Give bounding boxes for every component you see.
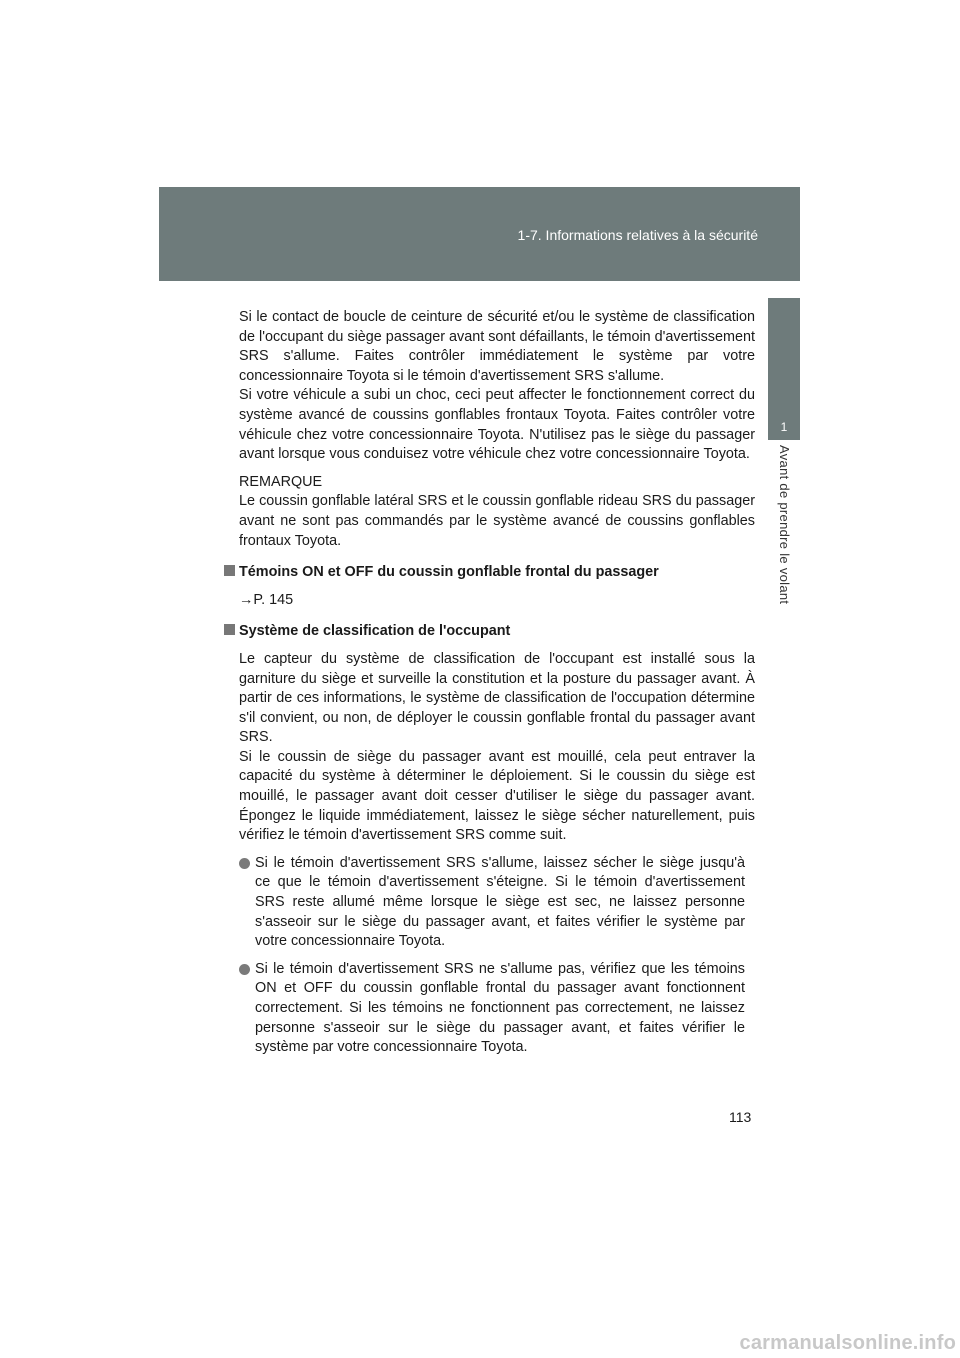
chapter-label: Avant de prendre le volant (777, 445, 792, 605)
paragraph-seatbelt-fault: Si le contact de boucle de ceinture de sécurité et/ou le système de classification de l'occupant du siège passager avant sont défaillants, le témoin d'avertissement SRS s'allume. Faites contrôler immédiatement le système par votre concessionnaire Toyota si le témoin d'avertissement SRS s'allume. (239, 309, 755, 384)
section-title: 1-7. Informations relatives à la sécurité (517, 227, 758, 243)
list-item (224, 960, 755, 1058)
remarque-label: REMARQUE (239, 473, 323, 490)
heading-passenger-indicators-text: Témoins ON et OFF du coussin gonflable frontal du passager (239, 564, 659, 581)
round-bullet-icon (239, 964, 250, 975)
page-content (224, 308, 755, 1058)
heading-occupant-classification (224, 622, 755, 642)
square-bullet-icon (224, 624, 235, 635)
paragraph-wet-seat: Si le coussin de siège du passager avant est mouillé, cela peut entraver la capacité du système à déterminer le déploiement. Si le coussin du siège est mouillé, le passager avant doit cesser d'utiliser le siège du passager avant. Épongez le liquide immédiatement, laissez le siège sécher naturellement, puis vérifiez le témoin d'avertissement SRS comme suit. (239, 748, 755, 844)
list-item (224, 854, 755, 952)
list-item-text: Si le témoin d'avertissement SRS s'allume, laissez sécher le siège jusqu'à ce que le témoin d'avertissement s'éteigne. Si le témoin d'avertissement SRS reste allumé même lorsque le siège est sec, ne laissez personne s'asseoir sur le siège du passager avant, et faites vérifier le système par votre concessionnaire Toyota. (255, 854, 745, 950)
paragraph-collision: Si votre véhicule a subi un choc, ceci peut affecter le fonctionnement correct du système avancé de coussins gonflables frontaux Toyota. Faites contrôler votre véhicule chez votre concessionnaire Toyota. N'utilisez pas le siège du passager avant lorsque vous conduisez votre véhicule chez votre concessionnaire Toyota. (239, 387, 755, 463)
page-number: 113 (729, 1109, 752, 1125)
watermark: carmanualsonline.info (739, 1332, 956, 1354)
page-reference-link[interactable]: →P. 145 (239, 591, 294, 608)
heading-occupant-classification-text: Système de classification de l'occupant (239, 623, 511, 640)
section-header-band (159, 187, 800, 281)
remarque-text: Le coussin gonflable latéral SRS et le coussin gonflable rideau SRS du passager avant ne sont pas commandés par le système avancé de coussins gonflables frontaux Toyota. (239, 493, 755, 549)
paragraph-sensor: Le capteur du système de classification de l'occupant est installé sous la garniture du siège et surveille la constitution et la posture du passager avant. À partir de ces informations, le système de classification de l'occupation détermine s'il convient, ou non, de déployer le coussin gonflable frontal du passager avant SRS. (239, 650, 755, 746)
list-item-text: Si le témoin d'avertissement SRS ne s'allume pas, vérifiez que les témoins ON et OFF du coussin gonflable frontal du passager avant fonctionnent correctement. Si les témoins ne fonctionnent pas correctement, ne laissez personne s'asseoir sur le siège du passager avant, et faites vérifier le système par votre concessionnaire Toyota. (255, 960, 745, 1056)
round-bullet-icon (239, 858, 250, 869)
square-bullet-icon (224, 565, 235, 576)
chapter-number: 1 (780, 420, 788, 434)
heading-passenger-indicators (224, 563, 755, 583)
chapter-tab (768, 298, 800, 440)
